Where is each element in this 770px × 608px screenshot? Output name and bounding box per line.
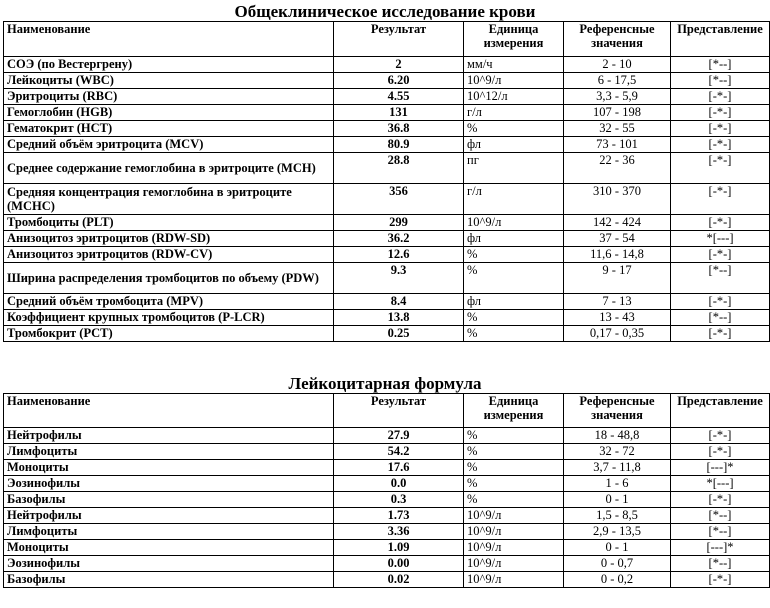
test-unit: % (464, 492, 564, 508)
test-representation: [---]* (671, 540, 770, 556)
test-reference: 32 - 72 (564, 444, 671, 460)
test-unit: 10^9/л (464, 508, 564, 524)
test-representation: [-*-] (671, 121, 770, 137)
test-representation: [*--] (671, 508, 770, 524)
table-row (4, 73, 770, 89)
table-row (4, 444, 770, 460)
table-row (4, 556, 770, 572)
test-reference: 0 - 0,2 (564, 572, 671, 588)
test-reference: 32 - 55 (564, 121, 671, 137)
test-result: 0.25 (334, 326, 464, 342)
test-representation: [-*-] (671, 326, 770, 342)
test-name: Эритроциты (RBC) (4, 89, 334, 105)
test-unit: 10^9/л (464, 540, 564, 556)
test-name: Тромбокрит (PCT) (4, 326, 334, 342)
test-result: 0.00 (334, 556, 464, 572)
test-unit: фл (464, 294, 564, 310)
test-representation: [-*-] (671, 492, 770, 508)
test-name: Средний объём тромбоцита (MPV) (4, 294, 334, 310)
test-result: 131 (334, 105, 464, 121)
test-representation: [-*-] (671, 294, 770, 310)
test-result: 17.6 (334, 460, 464, 476)
test-reference: 3,7 - 11,8 (564, 460, 671, 476)
test-reference: 6 - 17,5 (564, 73, 671, 89)
test-result: 36.8 (334, 121, 464, 137)
test-name: Нейтрофилы (4, 428, 334, 444)
test-name: Анизоцитоз эритроцитов (RDW-CV) (4, 247, 334, 263)
test-unit: пг (464, 153, 564, 184)
test-representation: [-*-] (671, 428, 770, 444)
test-unit: 10^12/л (464, 89, 564, 105)
leukocyte-formula-title: Лейкоцитарная формула (288, 374, 482, 393)
table-row (4, 294, 770, 310)
table-row (4, 263, 770, 294)
test-representation: [-*-] (671, 137, 770, 153)
test-reference: 7 - 13 (564, 294, 671, 310)
test-result: 12.6 (334, 247, 464, 263)
test-unit: 10^9/л (464, 215, 564, 231)
test-reference: 0 - 0,7 (564, 556, 671, 572)
test-reference: 310 - 370 (564, 184, 671, 215)
test-reference: 22 - 36 (564, 153, 671, 184)
test-unit: % (464, 428, 564, 444)
table-row (4, 508, 770, 524)
blood-test-table (3, 21, 770, 342)
test-representation: [-*-] (671, 89, 770, 105)
test-reference: 9 - 17 (564, 263, 671, 294)
test-result: 9.3 (334, 263, 464, 294)
test-reference: 73 - 101 (564, 137, 671, 153)
test-representation: [-*-] (671, 184, 770, 215)
test-result: 36.2 (334, 231, 464, 247)
test-name: Среднее содержание гемоглобина в эритроците (MCH) (4, 153, 334, 184)
test-unit: % (464, 310, 564, 326)
test-unit: % (464, 263, 564, 294)
table-row (4, 428, 770, 444)
test-representation: *[---] (671, 476, 770, 492)
test-result: 1.73 (334, 508, 464, 524)
test-name: Средняя концентрация гемоглобина в эритроците (MCHC) (4, 184, 334, 215)
test-name: Тромбоциты (PLT) (4, 215, 334, 231)
test-reference: 0 - 1 (564, 492, 671, 508)
test-name: СОЭ (по Вестергрену) (4, 57, 334, 73)
test-name: Анизоцитоз эритроцитов (RDW-SD) (4, 231, 334, 247)
test-representation: [*--] (671, 263, 770, 294)
test-result: 6.20 (334, 73, 464, 89)
test-result: 28.8 (334, 153, 464, 184)
test-name: Нейтрофилы (4, 508, 334, 524)
table-row (4, 215, 770, 231)
test-result: 0.02 (334, 572, 464, 588)
test-unit: 10^9/л (464, 524, 564, 540)
test-name: Лимфоциты (4, 524, 334, 540)
test-representation: [*--] (671, 310, 770, 326)
test-representation: [-*-] (671, 105, 770, 121)
test-result: 1.09 (334, 540, 464, 556)
test-name: Средний объём эритроцита (MCV) (4, 137, 334, 153)
test-name: Лимфоциты (4, 444, 334, 460)
test-unit: 10^9/л (464, 572, 564, 588)
test-representation: [*--] (671, 524, 770, 540)
test-representation: [-*-] (671, 215, 770, 231)
test-unit: % (464, 444, 564, 460)
test-name: Гематокрит (HCT) (4, 121, 334, 137)
test-name: Базофилы (4, 572, 334, 588)
test-representation: [-*-] (671, 572, 770, 588)
test-unit: % (464, 247, 564, 263)
table-row (4, 89, 770, 105)
test-result: 54.2 (334, 444, 464, 460)
test-unit: г/л (464, 105, 564, 121)
test-result: 8.4 (334, 294, 464, 310)
test-name: Лейкоциты (WBC) (4, 73, 334, 89)
test-representation: [*--] (671, 556, 770, 572)
header-name: Наименование (4, 22, 334, 57)
test-result: 80.9 (334, 137, 464, 153)
table-row (4, 105, 770, 121)
test-name: Ширина распределения тромбоцитов по объему (PDW) (4, 263, 334, 294)
test-reference: 1,5 - 8,5 (564, 508, 671, 524)
test-representation: [-*-] (671, 153, 770, 184)
table-row (4, 460, 770, 476)
test-result: 4.55 (334, 89, 464, 105)
table-row (4, 184, 770, 215)
test-unit: фл (464, 137, 564, 153)
test-reference: 142 - 424 (564, 215, 671, 231)
test-representation: [-*-] (671, 444, 770, 460)
test-representation: [-*-] (671, 247, 770, 263)
test-reference: 13 - 43 (564, 310, 671, 326)
table-row (4, 247, 770, 263)
test-reference: 0,17 - 0,35 (564, 326, 671, 342)
test-result: 13.8 (334, 310, 464, 326)
test-representation: *[---] (671, 231, 770, 247)
table-row (4, 57, 770, 73)
header-unit: Единица измерения (464, 394, 564, 428)
table-row (4, 326, 770, 342)
test-result: 0.0 (334, 476, 464, 492)
table-row (4, 121, 770, 137)
table-row (4, 153, 770, 184)
test-reference: 1 - 6 (564, 476, 671, 492)
test-name: Эозинофилы (4, 556, 334, 572)
leukocyte-table (3, 393, 770, 588)
test-representation: [*--] (671, 57, 770, 73)
test-name: Моноциты (4, 540, 334, 556)
test-result: 356 (334, 184, 464, 215)
test-unit: % (464, 121, 564, 137)
test-reference: 2,9 - 13,5 (564, 524, 671, 540)
test-name: Коэффициент крупных тромбоцитов (P-LCR) (4, 310, 334, 326)
test-name: Гемоглобин (HGB) (4, 105, 334, 121)
test-unit: фл (464, 231, 564, 247)
test-name: Эозинофилы (4, 476, 334, 492)
table-row (4, 572, 770, 588)
test-unit: % (464, 460, 564, 476)
header-rep: Представление (671, 394, 770, 428)
table-row (4, 524, 770, 540)
test-unit: 10^9/л (464, 73, 564, 89)
test-reference: 3,3 - 5,9 (564, 89, 671, 105)
header-result: Результат (334, 22, 464, 57)
test-reference: 37 - 54 (564, 231, 671, 247)
test-representation: [*--] (671, 73, 770, 89)
table-row (4, 231, 770, 247)
header-unit: Единица измерения (464, 22, 564, 57)
test-result: 299 (334, 215, 464, 231)
table-row (4, 476, 770, 492)
test-result: 2 (334, 57, 464, 73)
test-reference: 2 - 10 (564, 57, 671, 73)
table-row (4, 137, 770, 153)
test-unit: % (464, 326, 564, 342)
test-representation: [---]* (671, 460, 770, 476)
test-reference: 0 - 1 (564, 540, 671, 556)
test-unit: г/л (464, 184, 564, 215)
header-result: Результат (334, 394, 464, 428)
header-name: Наименование (4, 394, 334, 428)
test-reference: 18 - 48,8 (564, 428, 671, 444)
test-unit: % (464, 476, 564, 492)
test-name: Базофилы (4, 492, 334, 508)
header-ref: Референсные значения (564, 22, 671, 57)
test-unit: 10^9/л (464, 556, 564, 572)
test-result: 3.36 (334, 524, 464, 540)
test-result: 0.3 (334, 492, 464, 508)
table-row (4, 310, 770, 326)
table-row (4, 540, 770, 556)
blood-test-title: Общеклиническое исследование крови (234, 2, 536, 21)
table-row (4, 492, 770, 508)
test-reference: 107 - 198 (564, 105, 671, 121)
test-name: Моноциты (4, 460, 334, 476)
header-rep: Представление (671, 22, 770, 57)
test-unit: мм/ч (464, 57, 564, 73)
test-reference: 11,6 - 14,8 (564, 247, 671, 263)
header-ref: Референсные значения (564, 394, 671, 428)
test-result: 27.9 (334, 428, 464, 444)
